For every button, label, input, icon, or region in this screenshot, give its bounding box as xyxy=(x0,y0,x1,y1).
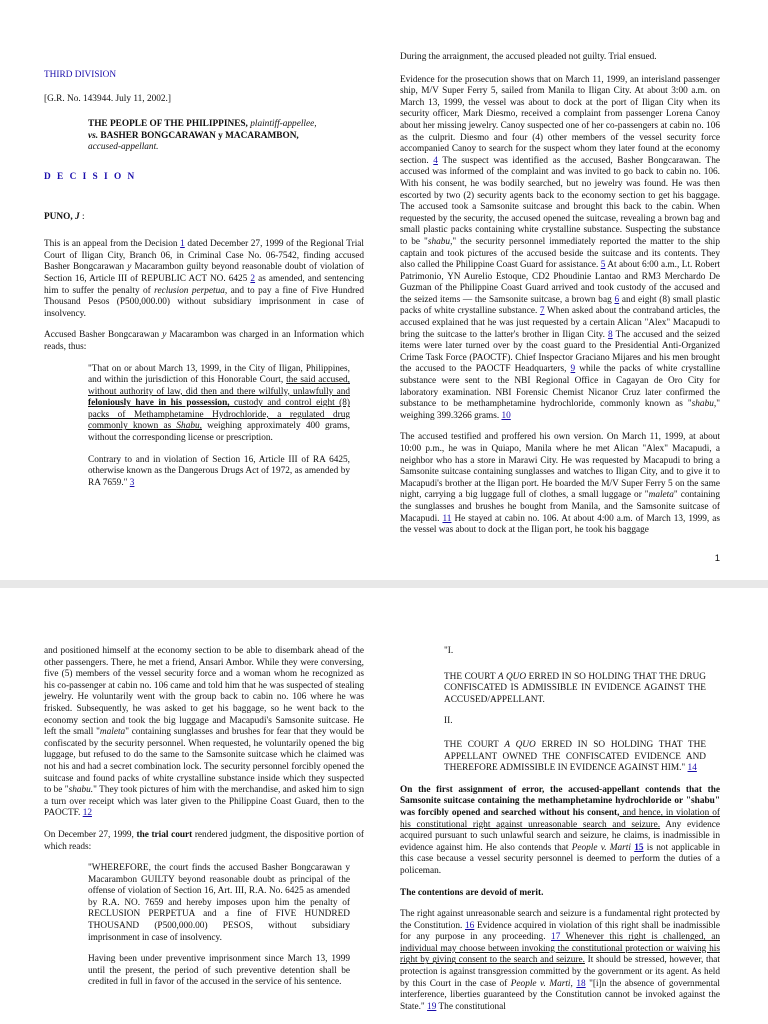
ponente-name: PUNO, xyxy=(44,211,73,222)
paragraph-defense-continued xyxy=(44,646,364,820)
page-separator xyxy=(0,580,768,588)
text: This is an appeal from the Decision xyxy=(44,239,181,250)
assignment-of-error-2 xyxy=(444,740,706,775)
text: shabu, xyxy=(427,236,453,247)
footnote-link-11[interactable]: 11 xyxy=(442,513,452,524)
text: Contrary to and in violation of Section 16, Article III of RA 6425, otherwise known as the Dangerous Drugs Act of 1972, as amended by RA 7659." xyxy=(88,454,350,488)
case-number: [G.R. No. 143944. July 11, 2002.] xyxy=(44,93,171,104)
text: "[i]n the absence of governmental interference, liberties guaranteed by the Constitution cannot be invoked against the State." xyxy=(400,978,720,1012)
text: The accused and the seized items were later turned over by the coast guard to the Presidential Anti-Organized Crime Task Force (PAOCTF). Chief Inspector Graciano Mijares and his men brought the accused to the PAOCTF Headquarters, xyxy=(400,329,720,375)
assignment-of-error-1 xyxy=(444,672,706,707)
party-plaintiff-role: plaintiff-appellee, xyxy=(250,119,317,130)
text: Evidence for the prosecution shows that on March 11, 1999, an interisland passenger ship, M/V Super Ferry 5, sailed from Manila to Iligan City. At about 3:00 a.m. on March 13, 1999, the vessel was about to dock at the port of Iligan City when its security officer, Mark Diesmo, received a complaint from passenger Lorena Canoy about her missing jewelry. Canoy suspected one of her co-passengers at cabin no. 106 as the culprit. Diesmo and four (4) other members of the vessel security force accompanied Canoy to search for the suspect whom they later found at the economy section. xyxy=(400,74,720,166)
text: It should be stressed, however, that protection is against transgression committed by the government or its agent. As held by this Court in the case of xyxy=(400,955,721,989)
page2-left-column xyxy=(44,646,364,999)
ponente-line xyxy=(44,212,364,224)
text: The suspect was identified as the accused, Basher Bongcarawan. The accused was informed of the complaint and was invited to go back to cabin no. 106. With his consent, he was bodily searched, but no jewelry was found. He was then escorted by two (2) security agents back to the economy section to get his baggage. The accused took a Samsonite suitcase and brought this back to the cabin. When requested by the security, the accused opened the suitcase, revealing a brown bag and small plastic packs containing white crystalline substance. Suspecting the substance to be " xyxy=(400,155,720,247)
footnote-link-8[interactable]: 8 xyxy=(608,329,613,340)
text: weighing approximately 400 grams, without the corresponding license or prescription. xyxy=(88,421,350,444)
division-heading: THIRD DIVISION xyxy=(44,70,117,80)
text: " weighing 399.3266 grams. xyxy=(400,399,720,421)
footnote-link-14[interactable]: 14 xyxy=(687,763,697,774)
text: " the security personnel immediately reported the matter to the ship captain and took pictures of the accused beside the suitcase and its contents. They also called the Philippine Coast Guard for assistance. xyxy=(400,236,721,271)
footnote-link-16[interactable]: 16 xyxy=(465,920,475,931)
party-plaintiff: THE PEOPLE OF THE PHILIPPINES, xyxy=(88,119,248,130)
text: shabu, xyxy=(691,399,717,410)
footnote-link-15[interactable]: 15 xyxy=(634,842,644,853)
paragraph-search-seizure xyxy=(400,909,720,1013)
assignment-number-1: "I. xyxy=(444,646,454,656)
footnote-link-6[interactable]: 6 xyxy=(614,294,620,305)
text: and hence, in violation of his constitutional right against unreasonable search and seizure. xyxy=(400,807,720,830)
text: as amended, and sentencing him to suffer the penalty of xyxy=(44,273,364,296)
text: ERRED IN SO HOLDING THAT THE APPELLANT OWNED THE CONFISCATED EVIDENCE AND THEREFORE ADMISSIBLE IN EVIDENCE AGAINST HIM." xyxy=(444,739,706,774)
paragraph-prosecution-evidence xyxy=(400,75,720,423)
text: Whenever this right is challenged, an individual may choose between invoking the constitutional protection or waiving his right by giving consent to the search and seizure. xyxy=(400,932,720,966)
text: " They took pictures of him with the merchandise, and asked him to sign a turn over receipt which was later given to the Philippine Coast Guard, then to the PAOCTF. xyxy=(44,785,364,819)
text: ERRED IN SO HOLDING THAT THE DRUG CONFISCATED IS ADMISSIBLE IN EVIDENCE AGAINST THE ACCUSED/APPELLANT. xyxy=(444,671,706,705)
text: A QUO xyxy=(497,671,527,682)
text: and eight (8) small plastic packs of white crystalline substance. xyxy=(400,294,721,317)
text: The constitutional xyxy=(436,1001,506,1012)
text: " containing the sunglasses and brushes he bought from Manila, and the Samsonite suitcase of Macapudi. xyxy=(400,490,720,524)
information-quote-end xyxy=(88,455,350,490)
footnote-link-3[interactable]: 3 xyxy=(129,477,135,488)
paragraph-appeal xyxy=(44,239,364,320)
text: Macarambon was charged in an Information which reads, thus: xyxy=(44,330,364,352)
text: THE COURT xyxy=(444,671,498,682)
footnote-link-2[interactable]: 2 xyxy=(250,273,256,284)
footnote-link-5[interactable]: 5 xyxy=(600,260,606,271)
text: A QUO xyxy=(504,739,536,750)
text: shabu. xyxy=(68,785,94,796)
decision-heading: D E C I S I O N xyxy=(44,171,137,182)
text: Accused Basher Bongcarawan xyxy=(44,330,163,341)
page-number: 1 xyxy=(714,553,720,564)
paragraph-first-assignment xyxy=(400,785,720,878)
information-quote xyxy=(88,364,350,445)
text: On the first assignment of error, the accused-appellant contends that the Samsonite suitcase containing the methamphetamine hydrochloride or "shabu" was forcibly opened and searched without his consent, xyxy=(400,784,720,818)
text: y xyxy=(162,330,167,341)
text: y xyxy=(127,262,132,273)
text: dated December 27, 1999 of the Regional Trial Court of Iligan City, Branch 06, in Criminal Case No. 06-7542, finding accused Basher Bongcarawan xyxy=(44,239,364,273)
text: the trial court xyxy=(136,829,193,840)
text: On December 27, 1999, xyxy=(44,829,137,840)
text: He stayed at cabin no. 106. At about 4:00 a.m. of March 13, 1999, as the vessel was about to dock at the Iligan port, he took his baggage xyxy=(400,513,720,536)
text: When asked about the contraband articles, the accused explained that he was just requested by a certain Alican "Alex" Macapudi to bring the suitcase to the latter's brother in Iligan City. xyxy=(400,306,720,340)
text: Shabu, xyxy=(176,421,202,432)
text: The accused testified and proffered his own version. On March 11, 1999, at about 10:00 p.m., he was in Quiapo, Manila where he met Alican "Alex" Macapudi, a neighbor who has a store in Marawi City. He was requested by Macapudi to bring a Samsonite suitcase containing sunglasses and watches to Iligan City, and to give it to Macapudi's brother at the Iligan port. He boarded the M/V Super Ferry 5 on the same night, carrying a big luggage full of clothes, a small luggage or " xyxy=(400,432,720,501)
text: and to pay a fine of Five Hundred Thousand Pesos (P500,000.00) without subsidiary imprisonment in case of insolvency. xyxy=(44,285,364,319)
text: maleta xyxy=(99,727,126,738)
paragraph-defense-version xyxy=(400,432,720,536)
text: the said accused, without authority of law, did then and there wilfully, unlawfully and xyxy=(88,375,350,397)
paragraph-contentions: The contentions are devoid of merit. xyxy=(400,887,544,898)
text: custody and control eight (8) packs of Methamphetamine Hydrochloride, a regulated drug commonly known as xyxy=(88,398,350,432)
case-parties xyxy=(88,119,364,154)
footnote-link-4[interactable]: 4 xyxy=(433,155,438,166)
text: At about 6:00 a.m., Lt. Robert Patrimonio, YN Aurelio Estoque, CD2 Phoudinie Lantao and RM3 Merchardo De Guzman of the Philippine Coast Guard arrived and took custody of the accused and the seized items — the Samsonite suitcase, a brown bag xyxy=(400,260,720,305)
text: Any evidence acquired pursuant to such unlawful search and seizure, he claims, is inadmissible in evidence against him. He also contends that xyxy=(400,819,720,853)
text: is not applicable in this case because a vessel security personnel is deemed to perform the duties of a policeman. xyxy=(400,842,721,876)
text: Macarambon guilty beyond reasonable doubt of violation of Section 16, Article III of REPUBLIC ACT NO. 6425 xyxy=(44,262,364,284)
paragraph-charge xyxy=(44,330,364,353)
page1-left-column xyxy=(44,70,364,499)
footnote-link-9[interactable]: 9 xyxy=(570,364,576,375)
party-accused: BASHER BONGCARAWAN y MACARAMBON, xyxy=(100,130,299,141)
text: THE COURT xyxy=(444,739,505,750)
footnote-link-17[interactable]: 17 xyxy=(551,932,561,943)
text: and positioned himself at the economy section to be able to disembark ahead of the other passengers. There, he met a friend, Ansari Ambor. While they were conversing, five (5) members of the vessel security force and a woman whom he recognized as his co-passenger at cabin no. 106 came and told him that he was suspected of stealing jewelry. He voluntarily went with the group back to cabin no. 106 where he was frisked. Subsequently, he was asked to get his baggage, so he went back to the economy section and took the big luggage and Macapudi's Samsonite suitcase. He left the small " xyxy=(44,646,364,738)
footnote-link-18[interactable]: 18 xyxy=(576,978,586,989)
text: " containing sunglasses and brushes for fear that they would be confiscated by the security personnel. When requested, he voluntarily opened the big luggage, but refused to do the same to the Samsonite suitcase which he claimed was not his and had a secret combination lock. The security personnel forcibly opened the suitcase and found packs of white crystalline substance inside which they suspected to be " xyxy=(44,727,364,796)
page1-right-column xyxy=(400,52,720,547)
text: feloniously have in his possession, xyxy=(88,398,230,409)
text: The right against unreasonable search and seizure is a fundamental right protected by the Constitution. xyxy=(400,909,720,931)
dispositive-quote: "WHEREFORE, the court finds the accused Basher Bongcarawan y Macarambon GUILTY beyond reasonable doubt as principal of the offense of violation of Section 16, Art. III, R.A. No. 6425 as amended by R.A. NO. 7659 and hereby imposes upon him the penalty of RECLUSION PERPETUA and a fine of FIVE HUNDRED THOUSAND (P500,000.00) PESOS, without subsidiary imprisonment in case of insolvency. xyxy=(88,863,350,943)
assignment-number-2: II. xyxy=(444,716,453,727)
versus: vs. xyxy=(88,130,99,141)
ponente-colon: : xyxy=(79,211,85,222)
text: maleta xyxy=(648,490,674,501)
text: People v. Marti, xyxy=(510,978,573,989)
paragraph-trial-judgment xyxy=(44,830,364,853)
text: rendered judgment, the dispositive portion of which reads: xyxy=(44,829,364,852)
party-accused-role: accused-appellant. xyxy=(88,142,159,153)
page2-right-column xyxy=(400,646,720,1023)
paragraph-arraignment: During the arraignment, the accused pleaded not guilty. Trial ensued. xyxy=(400,52,657,62)
footnote-link-19[interactable]: 19 xyxy=(427,1001,437,1012)
text: "That on or about March 13, 1999, in the City of Iligan, Philippines, and within the jurisdiction of this Honorable Court, xyxy=(88,363,350,386)
dispositive-quote-detention: Having been under preventive imprisonment since March 13, 1999 until the present, the period of such preventive detention shall be credited in full in favor of the accused in the service of his sentence. xyxy=(88,954,350,988)
document-page-2 xyxy=(0,588,768,1024)
text: while the packs of white crystalline substance were sent to the NBI Regional Office in Cagayan de Oro City for laboratory examination. NBI Forensic Chemist Nicanor Cruz later confirmed the substance to be methamphetamine hydrochloride, commonly known as " xyxy=(400,364,720,410)
text: reclusion perpetua, xyxy=(154,285,228,296)
footnote-link-1[interactable]: 1 xyxy=(180,239,185,250)
text: Evidence acquired in violation of this right shall be inadmissible for any purpose in any proceeding. xyxy=(400,920,720,943)
footnote-link-12[interactable]: 12 xyxy=(82,808,92,819)
ponente-title: J xyxy=(75,211,80,222)
footnote-link-10[interactable]: 10 xyxy=(501,410,511,421)
footnote-link-7[interactable]: 7 xyxy=(539,306,545,317)
text: People v. Marti xyxy=(571,842,631,853)
